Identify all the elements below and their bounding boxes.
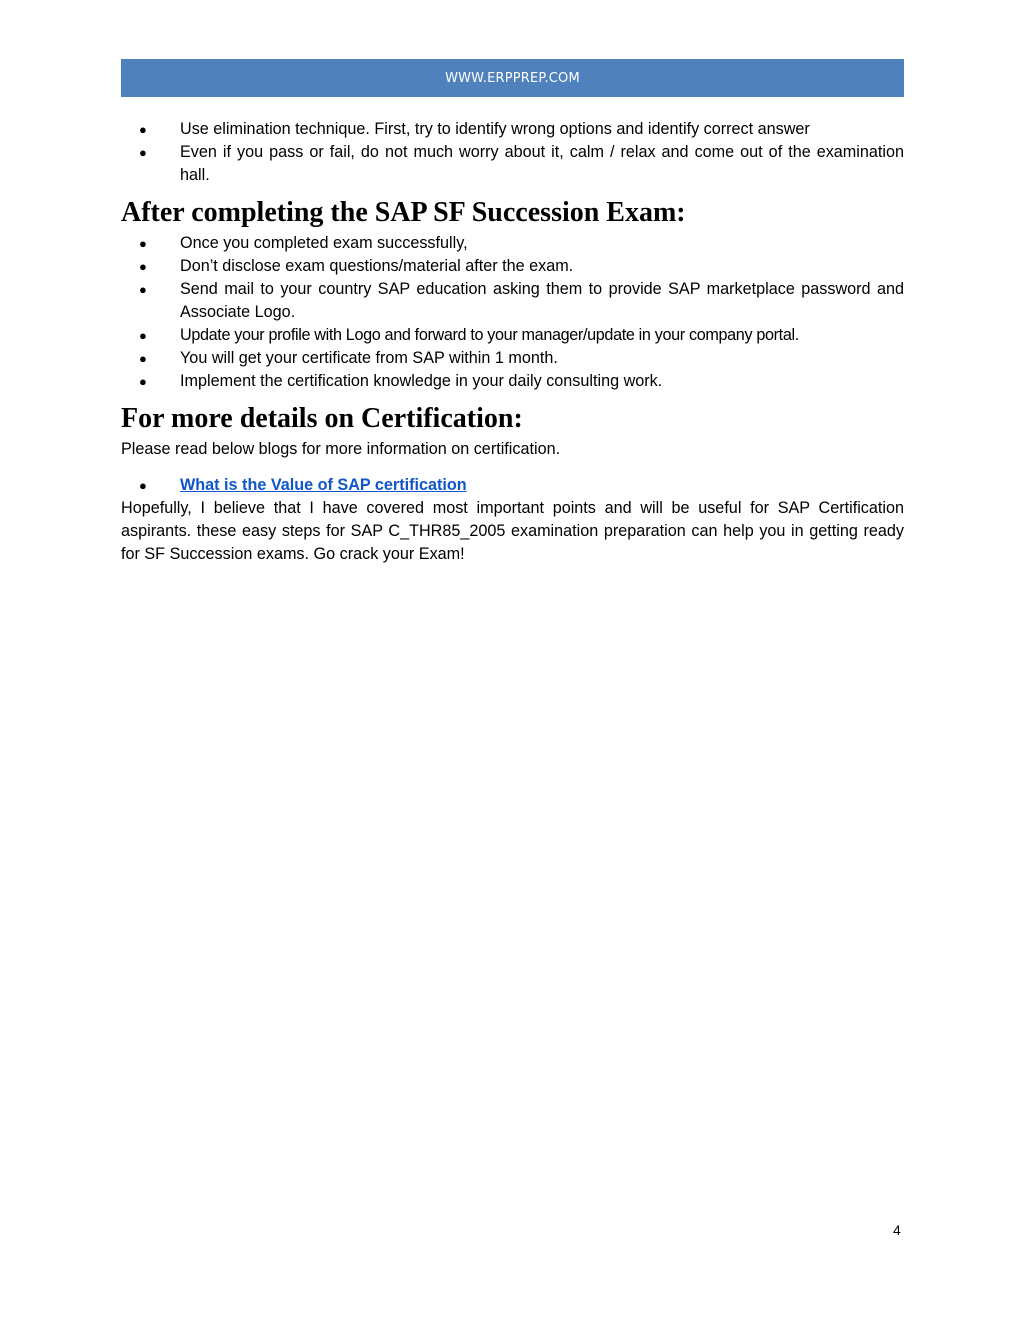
list-item [121, 232, 904, 255]
bullet-icon: ● [139, 374, 147, 389]
after-exam-bullet-list [121, 232, 904, 393]
list-item-text: Don’t disclose exam questions/material after the exam. [180, 257, 574, 275]
page-content [121, 118, 904, 566]
list-item-text: Implement the certification knowledge in your daily consulting work. [180, 372, 663, 390]
bullet-icon: ● [139, 282, 147, 297]
details-intro: Please read below blogs for more information on certification. [121, 440, 561, 458]
list-item [121, 141, 904, 187]
list-item-text: You will get your certificate from SAP within 1 month. [180, 349, 558, 367]
closing-paragraph: Hopefully, I believe that I have covered most important points and will be useful for SAP Certification aspirants. these easy steps for SAP C_THR85_2005 examination preparation can help you in getting ready for SF Succession exams. Go crack your Exam! [121, 499, 904, 563]
bullet-icon: ● [139, 351, 147, 366]
list-item-text: Send mail to your country SAP education asking them to provide SAP marketplace password and Associate Logo. [180, 280, 904, 321]
bullet-icon: ● [139, 145, 147, 160]
bullet-icon: ● [139, 259, 147, 274]
blog-link-sap-certification-value[interactable]: What is the Value of SAP certification [180, 476, 467, 494]
bullet-icon: ● [139, 236, 147, 251]
bullet-icon: ● [139, 122, 147, 137]
list-item-text: Update your profile with Logo and forward to your manager/update in your company portal. [180, 326, 799, 344]
bullet-icon: ● [139, 328, 147, 343]
intro-bullet-list [121, 118, 904, 187]
list-item [121, 255, 904, 278]
page-number: 4 [893, 1222, 901, 1238]
list-item-text: Use elimination technique. First, try to identify wrong options and identify correct answer [180, 120, 810, 138]
list-item-text: Even if you pass or fail, do not much worry about it, calm / relax and come out of the examination hall. [180, 143, 904, 184]
site-url-header: WWW.ERPPREP.COM [445, 70, 580, 86]
details-heading: For more details on Certification: [121, 403, 523, 434]
bullet-icon: ● [139, 478, 147, 493]
list-item-text: Once you completed exam successfully, [180, 234, 468, 252]
list-item [121, 278, 904, 324]
blog-link-list [121, 474, 904, 497]
header-bar [121, 59, 904, 97]
list-item [121, 370, 904, 393]
list-item [121, 324, 904, 347]
list-item [121, 474, 904, 497]
list-item [121, 347, 904, 370]
list-item [121, 118, 904, 141]
after-exam-heading: After completing the SAP SF Succession Exam: [121, 197, 686, 228]
